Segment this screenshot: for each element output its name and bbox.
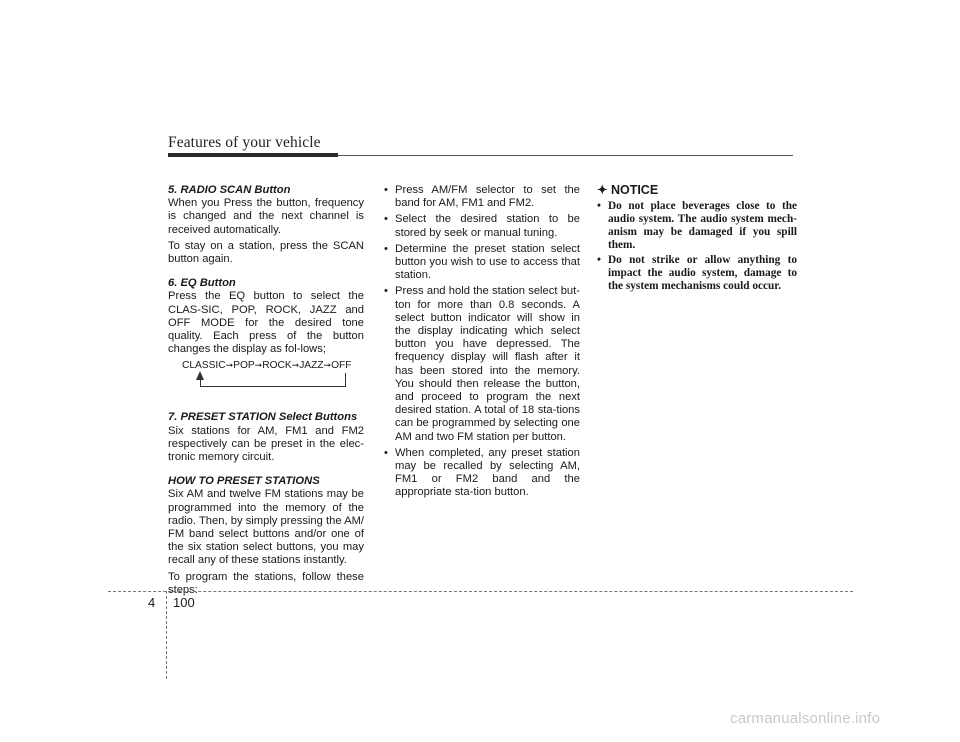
eq-mode-off: OFF [331,360,352,372]
notice-list [597,200,797,293]
chapter-number: 4 [148,595,156,610]
column-left [168,184,364,600]
header-bar [168,153,338,157]
arrow-right-icon: ➞ [225,360,234,371]
eq-mode-jazz: JAZZ [299,360,324,372]
notice-title: ✦ NOTICE [597,183,659,197]
footer-divider [166,591,167,679]
eq-mode-pop: POP [233,360,255,372]
preset-text: Six stations for AM, FM1 and FM2 respectively can be preset in the elec-tronic memory circuit. [168,424,364,464]
list-item: • Press and hold the station select but-ton for more than 0.8 seconds. A select button indicator will show in the display indicating which select button you have depressed. The frequency display will flash after it has been stored into the memory. You should then release the button, and proceed to program the next desired station. A total of 18 sta-tions can be programmed by selecting one AM and two FM station per button. [384,285,580,443]
footer-rule [108,591,853,592]
radio-scan-text-2: To stay on a station, press the SCAN button again. [168,239,364,266]
list-item: • Select the desired station to be stored by seek or manual tuning. [384,213,580,239]
list-item: • When completed, any preset station may be recalled by selecting AM, FM1 or FM2 band and the appropriate sta-tion button. [384,447,580,500]
column-right [597,184,797,296]
how-to-preset-heading: HOW TO PRESET STATIONS [168,475,320,488]
eq-cycle-diagram [168,359,364,403]
how-to-preset-text-1: Six AM and twelve FM stations may be programmed into the memory of the radio. Then, by simply pressing the AM/ FM band select buttons and/or one of the six station select buttons, you may recall any of these stations instantly. [168,488,364,567]
arrow-up-icon [196,371,204,380]
header-rule [338,155,793,156]
watermark: carmanualsonline.info [730,710,881,727]
arrow-right-icon: ➞ [323,360,332,371]
eq-text: Press the EQ button to select the CLAS-SIC, POP, ROCK, JAZZ and OFF MODE for the desired tone quality. Each press of the button changes the display as fol-lows; [168,290,364,356]
radio-scan-text-1: When you Press the button, frequency is changed and the next channel is received automatically. [168,197,364,236]
how-to-preset-text-2: To program the stations, follow these steps: [168,570,364,596]
preset-steps-list [384,184,580,500]
eq-mode-classic: CLASSIC [182,360,226,372]
column-middle [384,184,580,503]
list-item: • Determine the preset station select button you wish to use to access that station. [384,243,580,283]
eq-heading: 6. EQ Button [168,277,236,290]
eq-loop-line [200,373,346,387]
preset-heading: 7. PRESET STATION Select Buttons [168,411,358,424]
arrow-right-icon: ➞ [291,360,300,371]
list-item: • Do not strike or allow anything to impact the audio system, damage to the system mechanisms could occur. [597,254,797,292]
page-number: 100 [173,595,195,610]
page-header-title: Features of your vehicle [168,134,321,151]
radio-scan-heading: 5. RADIO SCAN Button [168,184,291,196]
eq-sequence [182,359,351,372]
eq-mode-rock: ROCK [262,360,292,372]
list-item: • Do not place beverages close to the audio system. The audio system mech-anism may be damaged if you spill them. [597,200,797,251]
arrow-right-icon: ➞ [254,360,263,371]
list-item: • Press AM/FM selector to set the band for AM, FM1 and FM2. [384,184,580,210]
